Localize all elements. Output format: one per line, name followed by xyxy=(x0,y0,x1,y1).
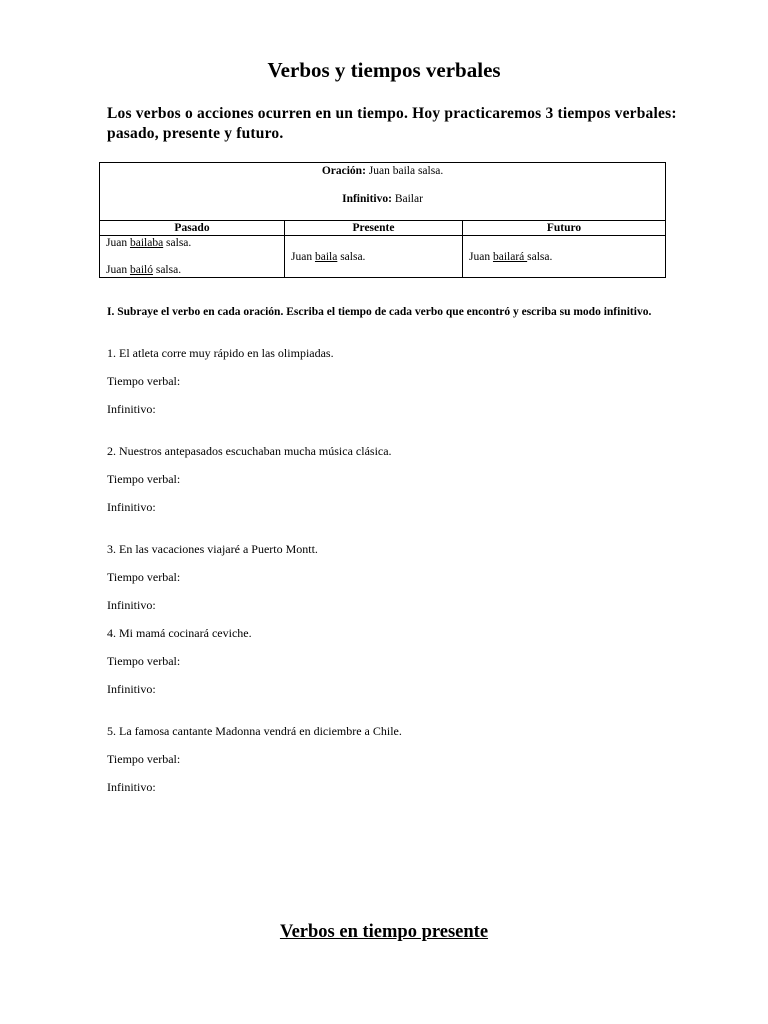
exercise-sentence-2: 2. Nuestros antepasados escuchaban mucha música clásica. xyxy=(107,444,392,458)
section-subtitle: Verbos en tiempo presente xyxy=(279,922,489,942)
exercise-tiempo-label-1: Tiempo verbal: xyxy=(107,374,181,388)
pasado-verb-2: bailó xyxy=(129,264,153,276)
presente-cell: Juan baila salsa. xyxy=(285,236,463,278)
futuro-cell: Juan bailará salsa. xyxy=(463,236,666,278)
presente-verb: baila xyxy=(314,250,338,263)
infinitivo-value: Bailar xyxy=(391,193,423,205)
pasado-cell xyxy=(100,236,285,278)
exercise-sentence-5: 5. La famosa cantante Madonna vendrá en diciembre a Chile. xyxy=(107,724,402,738)
header-presente: Presente xyxy=(285,221,463,236)
futuro-verb: bailará xyxy=(492,250,528,263)
exercise-tiempo-label-5: Tiempo verbal: xyxy=(107,752,181,766)
header-futuro: Futuro xyxy=(463,221,666,236)
page-title: Verbos y tiempos verbales xyxy=(267,58,501,82)
pasado-verb-1: bailaba xyxy=(129,237,164,249)
pasado-example-2: Juan bailó salsa. xyxy=(106,264,182,276)
exercise-sentence-3: 3. En las vacaciones viajaré a Puerto Montt. xyxy=(107,542,318,556)
oracion-label: Oración: xyxy=(321,165,366,177)
exercise-sentence-1: 1. El atleta corre muy rápido en las olimpiadas. xyxy=(107,346,334,360)
exercise-infinitivo-label-2: Infinitivo: xyxy=(107,500,156,514)
exercise-infinitivo-label-3: Infinitivo: xyxy=(107,598,156,612)
infinitivo-label: Infinitivo: xyxy=(342,193,392,205)
exercise-tiempo-label-4: Tiempo verbal: xyxy=(107,654,181,668)
exercise-infinitivo-label-4: Infinitivo: xyxy=(107,682,156,696)
pasado-example-1: Juan bailaba salsa. xyxy=(106,237,192,249)
exercise-infinitivo-label-5: Infinitivo: xyxy=(107,780,156,794)
header-pasado: Pasado xyxy=(100,221,285,236)
exercise-tiempo-label-2: Tiempo verbal: xyxy=(107,472,181,486)
oracion-value: Juan baila salsa. xyxy=(365,165,444,177)
verb-tense-table xyxy=(99,162,666,278)
exercise-infinitivo-label-1: Infinitivo: xyxy=(107,402,156,416)
exercise-tiempo-label-3: Tiempo verbal: xyxy=(107,570,181,584)
intro-paragraph: Los verbos o acciones ocurren en un tiempo. Hoy practicaremos 3 tiempos verbales: pasado, presente y futuro. xyxy=(107,105,677,142)
exercise-sentence-4: 4. Mi mamá cocinará ceviche. xyxy=(107,626,252,640)
instructions: I. Subraye el verbo en cada oración. Escriba el tiempo de cada verbo que encontró y escriba su modo infinitivo. xyxy=(107,306,652,318)
example-sentence-cell xyxy=(100,163,666,221)
